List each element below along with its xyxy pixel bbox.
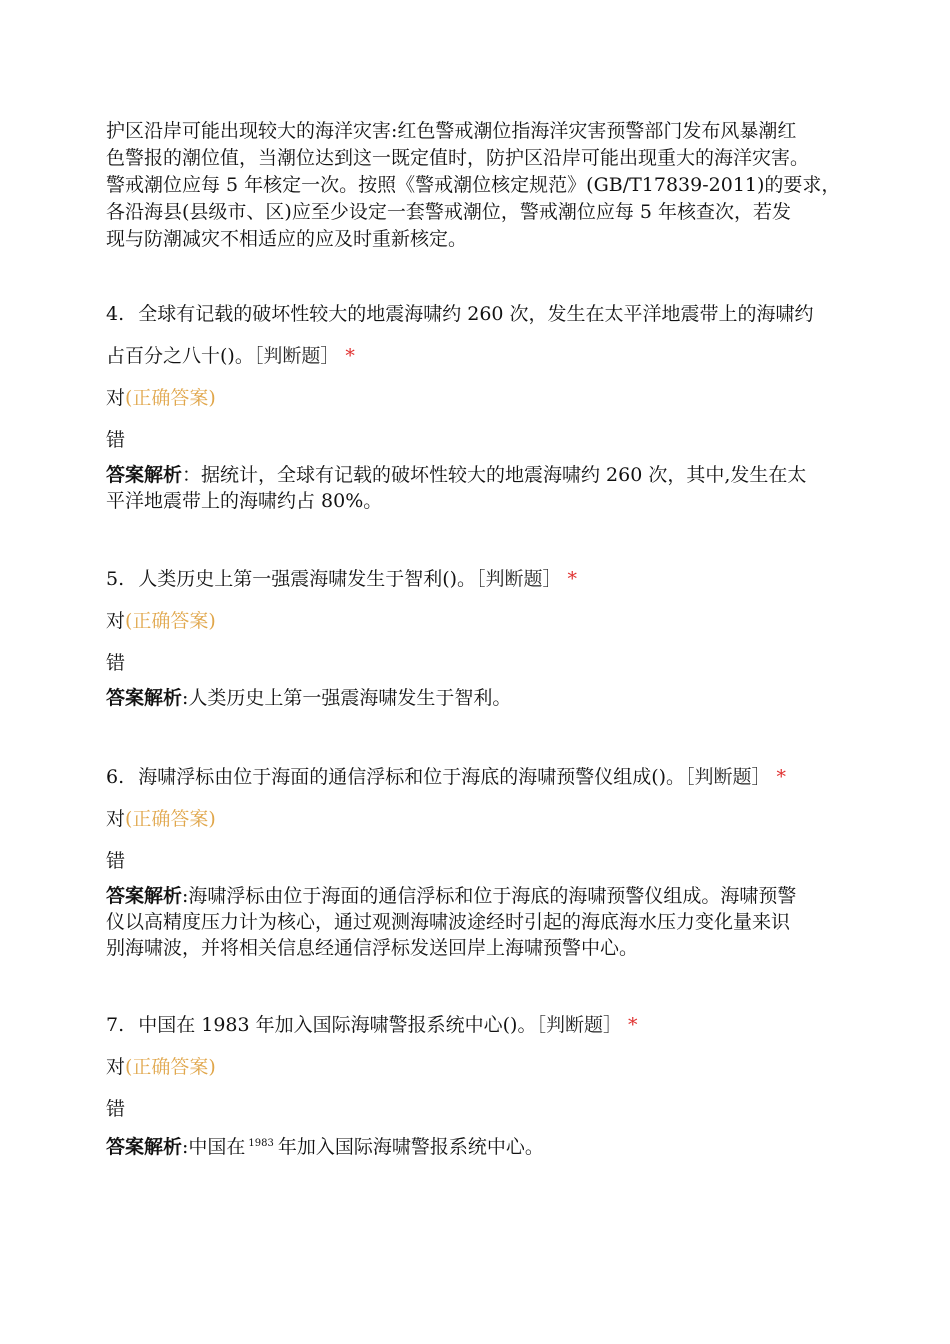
option-false[interactable] [106,848,851,875]
question-type-label: ［判断题］ [253,345,340,367]
question-text [106,1004,851,1046]
question-line: 中国在 1983 年加入国际海啸警报系统中心()。 [138,1014,537,1036]
analysis-label: 答案解析 [106,687,183,709]
option-false[interactable] [106,427,851,454]
question-number: 6. [106,766,125,788]
option-true[interactable] [106,608,851,635]
answer-analysis [106,883,851,961]
intro-line: 色警报的潮位值，当潮位达到这一既定值时，防护区沿岸可能出现重大的海洋灾害。 [106,147,810,169]
question-type-label: ［判断题］ [536,1014,622,1036]
intro-line: 各沿海县(县级市、区)应至少设定一套警戒潮位，警戒潮位应每 5 年核查次，若发 [106,201,791,223]
analysis-label: 答案解析 [106,1136,183,1158]
correct-answer-tag: (正确答案) [125,1056,216,1078]
correct-answer-tag: (正确答案) [125,387,216,409]
analysis-line [106,1131,851,1160]
option-true-label: 对 [106,610,126,632]
question-number: 7. [106,1014,125,1036]
question-line: 占百分之八十()。 [106,345,254,367]
analysis-text: :海啸浮标由位于海面的通信浮标和位于海底的海啸预警仪组成。海啸预警 [182,885,797,907]
option-false[interactable] [106,650,851,677]
answer-analysis [106,685,851,711]
document-page [106,118,851,1158]
question-line: 海啸浮标由位于海面的通信浮标和位于海底的海啸预警仪组成()。 [138,766,686,788]
option-false-label: 错 [106,1098,126,1120]
question-number: 4. [106,303,125,325]
analysis-text-cont: 年加入国际海啸警报系统中心。 [277,1136,544,1158]
question-text [106,293,851,335]
analysis-superscript-number: 1983 [248,1138,274,1149]
correct-answer-tag: (正确答案) [125,808,216,830]
analysis-line [106,462,851,488]
option-false-label: 错 [106,652,126,674]
option-true-label: 对 [106,808,126,830]
intro-line: 警戒潮位应每 5 年核定一次。按照《警戒潮位核定规范》(GB/T17839-2011)的要求， [106,174,841,196]
question-7 [106,1004,851,1160]
analysis-text: ：据统计，全球有记载的破坏性较大的地震海啸约 260 次，其中,发生在太 [182,464,807,486]
question-line: 人类历史上第一强震海啸发生于智利()。 [138,568,477,590]
analysis-line: 别海啸波，并将相关信息经通信浮标发送回岸上海啸预警中心。 [106,937,639,959]
question-text [106,756,851,798]
question-6 [106,756,851,961]
question-5 [106,558,851,711]
option-false[interactable] [106,1096,851,1123]
option-true[interactable] [106,1054,851,1081]
question-type-label: ［判断题］ [476,568,562,590]
analysis-text: :人类历史上第一强震海啸发生于智利。 [182,687,512,709]
intro-line: 现与防潮减灾不相适应的应及时重新核定。 [106,228,468,250]
required-mark: * [627,1014,638,1036]
option-false-label: 错 [106,850,126,872]
analysis-line: 仪以高精度压力计为核心，通过观测海啸波途经时引起的海底海水压力变化量来识 [106,911,791,933]
question-text-cont [106,335,851,377]
option-true-label: 对 [106,387,126,409]
question-text [106,558,851,600]
analysis-text: :中国在 [182,1136,246,1158]
intro-paragraph [106,118,851,253]
question-number: 5. [106,568,125,590]
question-type-label: ［判断题］ [685,766,771,788]
required-mark: * [345,345,355,367]
option-true-label: 对 [106,1056,126,1078]
option-false-label: 错 [106,429,126,451]
analysis-label: 答案解析 [106,464,183,486]
intro-line: 护区沿岸可能出现较大的海洋灾害:红色警戒潮位指海洋灾害预警部门发布风暴潮红 [106,120,797,142]
analysis-line: 平洋地震带上的海啸约占 80%。 [106,490,383,512]
option-true[interactable] [106,385,851,412]
answer-analysis [106,462,851,514]
option-true[interactable] [106,806,851,833]
question-line: 全球有记载的破坏性较大的地震海啸约 260 次，发生在太平洋地震带上的海啸约 [138,303,814,325]
analysis-label: 答案解析 [106,885,183,907]
required-mark: * [776,766,787,788]
correct-answer-tag: (正确答案) [125,610,216,632]
analysis-line [106,685,851,711]
required-mark: * [567,568,578,590]
answer-analysis [106,1131,851,1160]
analysis-line [106,883,851,909]
question-4 [106,293,851,514]
